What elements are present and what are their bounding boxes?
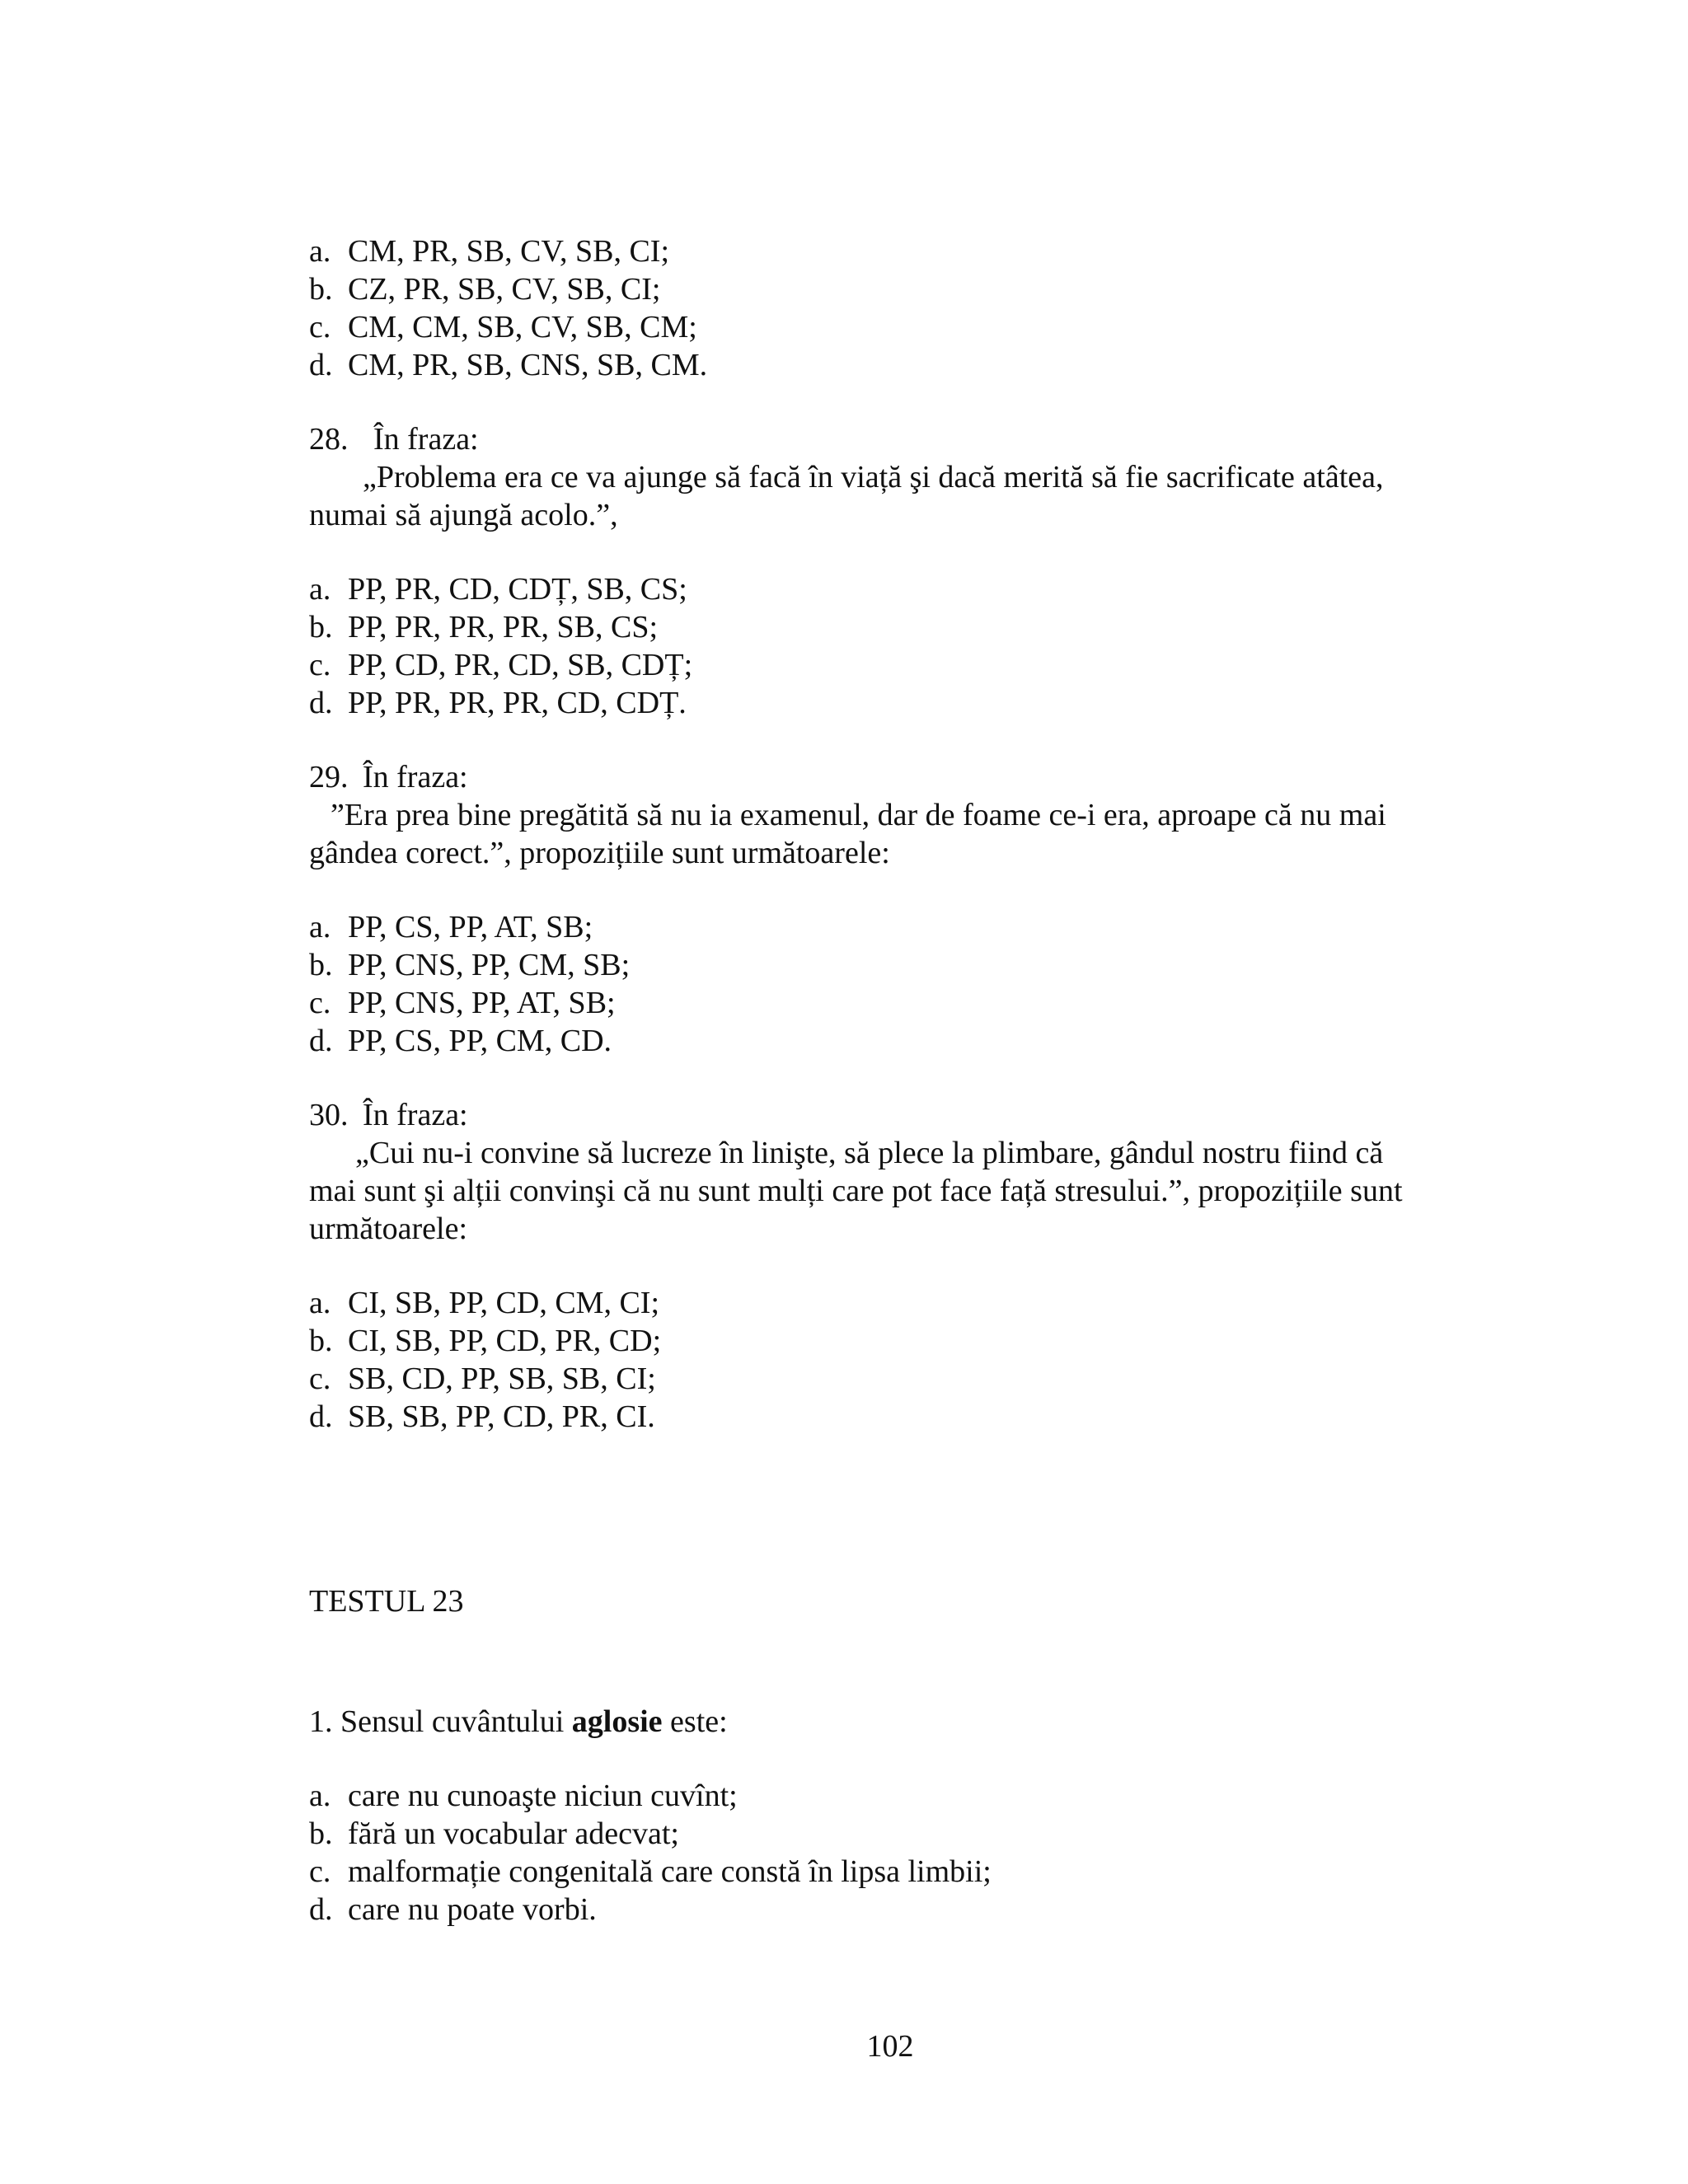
q29-option-b <box>309 946 630 984</box>
test-heading: TESTUL 23 <box>309 1584 464 1619</box>
prompt-bold-word: aglosie <box>571 1704 663 1739</box>
t23-q1-option-d <box>309 1891 597 1929</box>
q28-heading <box>309 420 479 458</box>
t23-q1-option-a <box>309 1777 738 1815</box>
q28-option-a <box>309 570 687 608</box>
option-text: SB, SB, PP, CD, PR, CI. <box>348 1399 655 1434</box>
option-text: PP, PR, PR, PR, CD, CDȚ. <box>348 686 687 720</box>
q28-option-c <box>309 646 692 684</box>
option-letter: c. <box>309 648 331 682</box>
option-text: PP, CD, PR, CD, SB, CDȚ; <box>348 648 693 682</box>
page-number: 102 <box>866 2029 914 2064</box>
q27-option-a <box>309 232 669 270</box>
question-number: 30. <box>309 1098 349 1132</box>
option-text: CM, CM, SB, CV, SB, CM; <box>348 310 697 344</box>
q29-option-c <box>309 984 616 1022</box>
q29-sentence-line-2: gândea corect.”, propozițiile sunt următoarele: <box>309 836 890 870</box>
prompt-suffix: este: <box>662 1704 728 1739</box>
option-letter: b. <box>309 272 333 307</box>
option-letter: b. <box>309 948 333 982</box>
prompt-prefix: 1. Sensul cuvântului <box>309 1704 572 1739</box>
q30-sentence-line-3: următoarele: <box>309 1212 468 1246</box>
q28-sentence-line-2: numai să ajungă acolo.”, <box>309 498 618 532</box>
q27-option-c <box>309 308 697 346</box>
q29-heading <box>309 758 468 796</box>
q29-sentence-line-1: ”Era prea bine pregătită să nu ia examenul, dar de foame ce-i era, aproape că nu mai <box>331 798 1386 832</box>
option-letter: d. <box>309 1399 333 1434</box>
option-letter: c. <box>309 310 331 344</box>
option-text: PP, PR, CD, CDȚ, SB, CS; <box>348 572 687 607</box>
option-letter: d. <box>309 1024 333 1058</box>
option-letter: a. <box>309 572 331 607</box>
q27-option-d <box>309 346 707 384</box>
option-letter: a. <box>309 910 331 944</box>
q30-sentence-line-2: mai sunt şi alții convinşi că nu sunt mulți care pot face față stresului.”, propozițiile sunt <box>309 1174 1403 1208</box>
q28-sentence-line-1: „Problema era ce va ajunge să facă în viață şi dacă merită să fie sacrificate atâtea, <box>363 460 1384 494</box>
t23-q1-prompt <box>309 1703 728 1741</box>
t23-q1-option-c <box>309 1853 992 1891</box>
question-label: În fraza: <box>363 1098 468 1132</box>
option-letter: b. <box>309 1816 333 1851</box>
option-text: PP, CNS, PP, CM, SB; <box>348 948 631 982</box>
option-letter: a. <box>309 1286 331 1320</box>
q30-option-b <box>309 1322 661 1360</box>
option-letter: a. <box>309 1779 331 1813</box>
question-label: În fraza: <box>363 760 468 794</box>
option-text: PP, CS, PP, AT, SB; <box>348 910 593 944</box>
q29-option-d <box>309 1022 612 1060</box>
q29-option-a <box>309 908 593 946</box>
option-letter: a. <box>309 234 331 269</box>
question-number: 28. <box>309 422 349 457</box>
option-text: care nu cunoaşte niciun cuvînt; <box>348 1779 738 1813</box>
option-text: PP, CNS, PP, AT, SB; <box>348 986 616 1020</box>
option-text: CI, SB, PP, CD, CM, CI; <box>348 1286 660 1320</box>
option-text: care nu poate vorbi. <box>348 1892 597 1927</box>
option-text: PP, CS, PP, CM, CD. <box>348 1024 612 1058</box>
option-text: fără un vocabular adecvat; <box>348 1816 679 1851</box>
option-letter: c. <box>309 1361 331 1396</box>
option-letter: b. <box>309 610 333 644</box>
t23-q1-option-b <box>309 1815 679 1853</box>
option-letter: b. <box>309 1324 333 1358</box>
q30-option-a <box>309 1284 659 1322</box>
option-letter: d. <box>309 686 333 720</box>
question-number: 29. <box>309 760 349 794</box>
option-text: PP, PR, PR, PR, SB, CS; <box>348 610 659 644</box>
q30-option-d <box>309 1398 655 1436</box>
q30-sentence-line-1: „Cui nu-i convine să lucreze în linişte, să plece la plimbare, gândul nostru fiind că <box>355 1136 1384 1170</box>
option-text: CM, PR, SB, CNS, SB, CM. <box>348 348 708 382</box>
q28-option-d <box>309 684 687 722</box>
option-text: CM, PR, SB, CV, SB, CI; <box>348 234 670 269</box>
q30-heading <box>309 1096 468 1134</box>
option-letter: d. <box>309 1892 333 1927</box>
q28-option-b <box>309 608 658 646</box>
option-text: CZ, PR, SB, CV, SB, CI; <box>348 272 661 307</box>
q30-option-c <box>309 1360 656 1398</box>
option-letter: c. <box>309 1854 331 1889</box>
question-label: În fraza: <box>373 422 479 457</box>
q27-option-b <box>309 270 660 308</box>
option-text: SB, CD, PP, SB, SB, CI; <box>348 1361 656 1396</box>
option-letter: c. <box>309 986 331 1020</box>
option-text: malformație congenitală care constă în lipsa limbii; <box>348 1854 992 1889</box>
option-text: CI, SB, PP, CD, PR, CD; <box>348 1324 662 1358</box>
option-letter: d. <box>309 348 333 382</box>
